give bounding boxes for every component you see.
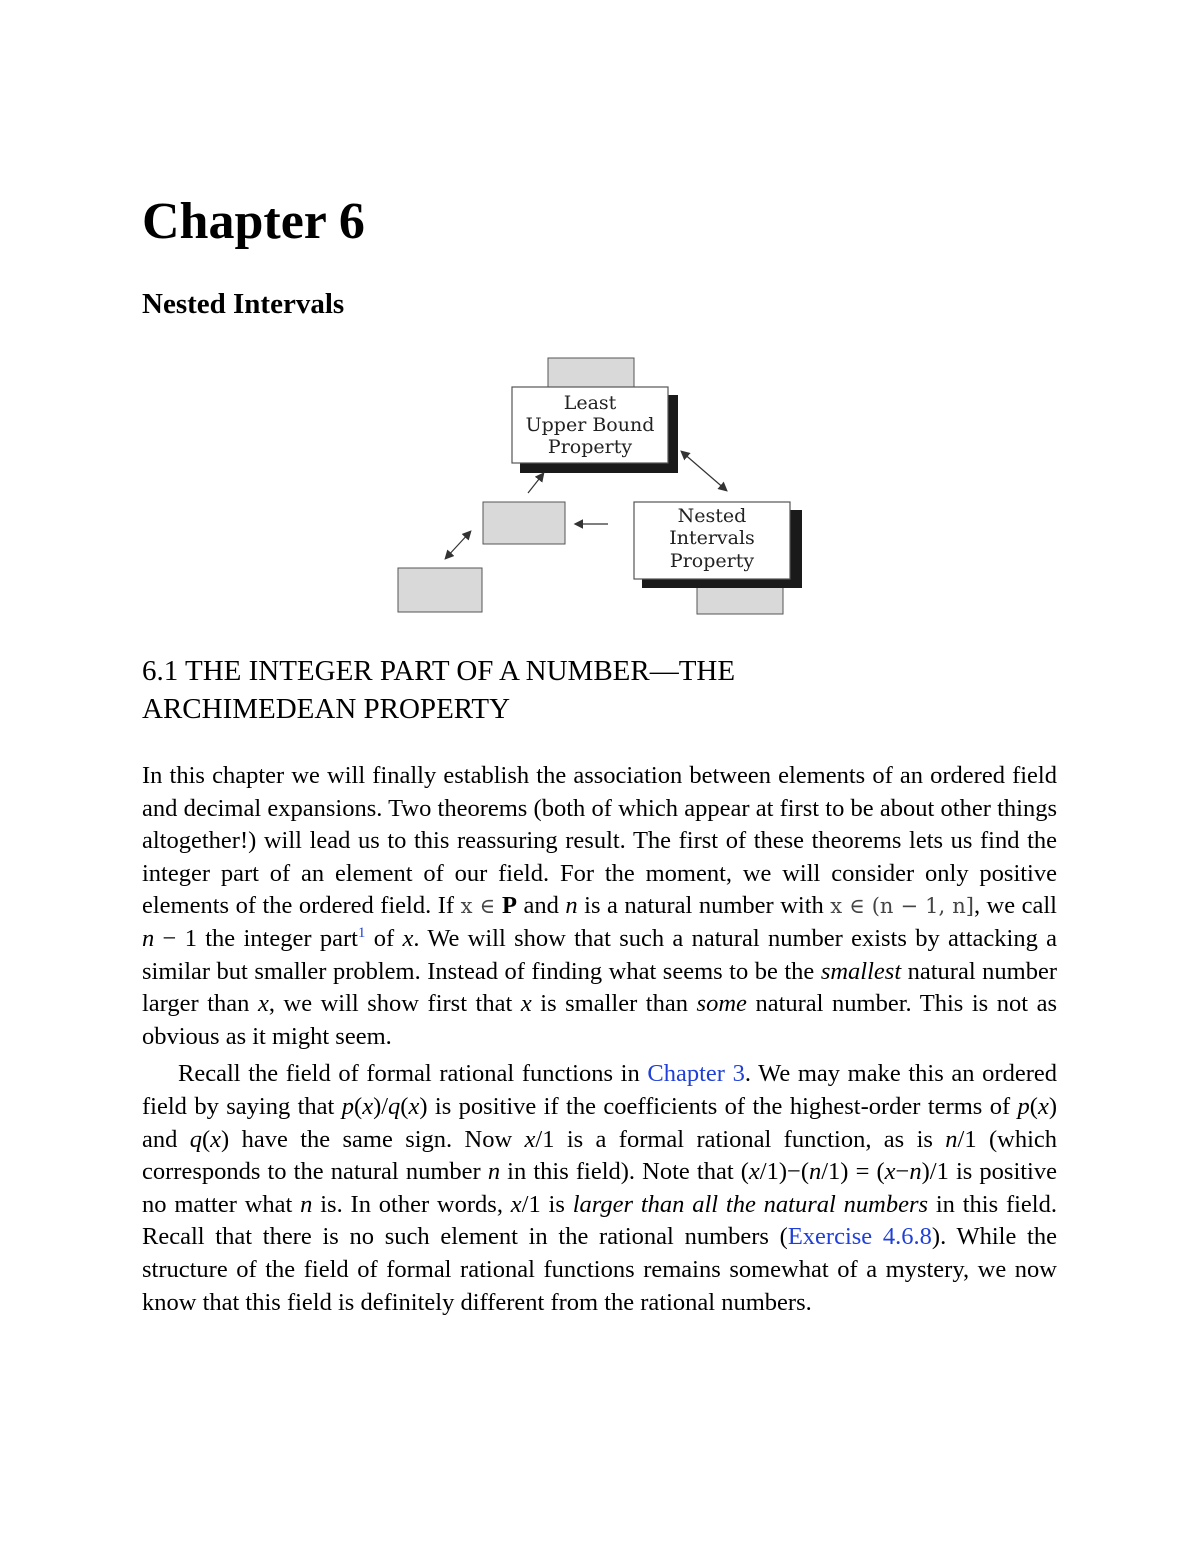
p1-text: is smaller than xyxy=(531,990,697,1018)
emphasis: some xyxy=(696,990,747,1018)
niv-box-line2: Intervals xyxy=(669,527,755,549)
paragraph-2 xyxy=(142,1058,1057,1319)
p1-text: In this chapter we will finally establish the association between elements of an ordered field and decimal expansions. Two theorems (both of which appear at first to be about other things altogether!) will lead us to this reassuring result. The first of these theorems lets us find the integer part of an element of our field. For the moment, we will consider only positive elements of the ordered field. If xyxy=(142,762,1057,920)
p2-text: ) is positive if the coefficients of the highest-order terms of xyxy=(419,1092,1018,1120)
p2-text: ( xyxy=(354,1092,363,1120)
p2-text: in this field. Recall that there is no such element in the rational numbers ( xyxy=(142,1190,1057,1251)
p1-text: natural number. This is not as obvious as it might seem. xyxy=(142,990,1057,1050)
p1-text: is a natural number with xyxy=(577,892,831,920)
p2-text: )/ xyxy=(373,1092,389,1120)
exercise-link[interactable]: Exercise 4.6.8 xyxy=(787,1223,932,1251)
math-x: x xyxy=(257,990,269,1018)
math-var: q xyxy=(189,1125,202,1153)
lub-box-line1: Least xyxy=(563,392,617,414)
math-n: n xyxy=(565,892,578,920)
math-var: x xyxy=(884,1158,896,1186)
emphasis: larger than all the natural numbers xyxy=(572,1190,929,1218)
body-text xyxy=(142,760,1057,1319)
section-heading xyxy=(142,652,1062,728)
p2-text: /1 is xyxy=(521,1190,573,1218)
emphasis: smallest xyxy=(820,957,902,985)
math-var: n xyxy=(909,1158,922,1186)
math-var: n xyxy=(487,1158,501,1186)
niv-box-line3: Property xyxy=(669,550,755,572)
math-n: n xyxy=(142,924,155,952)
lub-box-line3: Property xyxy=(547,436,633,458)
math-var: x xyxy=(524,1125,536,1153)
math-var: x xyxy=(210,1125,222,1153)
p2-text: /1) = ( xyxy=(821,1158,885,1186)
math-var: p xyxy=(341,1092,355,1120)
p2-text: /1 is a formal rational function, as is xyxy=(535,1125,946,1153)
math-var: n xyxy=(945,1125,958,1153)
p2-text: − xyxy=(895,1158,910,1186)
chapter-title: Chapter 6 xyxy=(142,193,365,250)
chapter-subtitle: Nested Intervals xyxy=(142,288,345,320)
math-var: x xyxy=(748,1158,760,1186)
footnote-ref[interactable]: 1 xyxy=(357,924,366,941)
shaded-box-bottom-left xyxy=(398,568,482,612)
math-var: q xyxy=(388,1092,401,1120)
math-var: n xyxy=(300,1190,313,1218)
niv-box-line1: Nested xyxy=(677,505,747,527)
p2-text: ( xyxy=(202,1125,211,1153)
math-x: x xyxy=(520,990,532,1018)
arrow-lub-niv xyxy=(682,452,726,490)
math-P: P xyxy=(502,892,518,920)
p1-text: natural number larger than xyxy=(142,957,1057,1018)
shaded-box-top xyxy=(548,358,634,388)
p2-text: ( xyxy=(400,1092,409,1120)
shaded-box-middle xyxy=(483,502,565,544)
chapter-3-link[interactable]: Chapter 3 xyxy=(647,1060,745,1088)
p2-text: . We may make this an ordered field by saying that xyxy=(142,1060,1058,1120)
p1-text: . We will show that such a natural number exists by attacking a similar but smaller problem. Instead of finding what seems to be the xyxy=(142,924,1058,985)
p2-text: ( xyxy=(1029,1092,1038,1120)
p1-text: − 1 the integer part xyxy=(154,924,358,952)
math-var: x xyxy=(362,1092,374,1120)
p2-text: in this field). Note that ( xyxy=(500,1158,749,1186)
p2-text: /1 (which corresponds to the natural number xyxy=(142,1125,1058,1186)
paragraph-1 xyxy=(142,760,1057,1053)
math-interval: x ∈ (n − 1, n] xyxy=(830,894,974,919)
p2-text: Recall the field of formal rational functions in xyxy=(178,1060,648,1088)
p2-text: )/1 is positive no matter what xyxy=(142,1158,1057,1218)
p1-text: , we call xyxy=(973,892,1057,920)
arrow-middle-lub xyxy=(528,474,543,493)
math-var: x xyxy=(408,1092,420,1120)
math-var: p xyxy=(1017,1092,1030,1120)
shaded-box-bottom-right xyxy=(697,586,783,614)
p2-text: ) and xyxy=(142,1092,1058,1153)
nested-intervals-diagram xyxy=(390,350,820,625)
p1-text: of xyxy=(365,924,403,952)
math-var: n xyxy=(809,1158,822,1186)
p1-text: and xyxy=(517,892,566,920)
arrow-middle-bottomleft xyxy=(446,532,470,558)
section-heading-line2: ARCHIMEDEAN PROPERTY xyxy=(142,693,511,725)
section-heading-line1: 6.1 THE INTEGER PART OF A NUMBER—THE xyxy=(142,655,736,687)
math-var: x xyxy=(1037,1092,1049,1120)
math-var: x xyxy=(510,1190,522,1218)
p2-text: ) have the same sign. Now xyxy=(221,1125,525,1153)
math-x: x xyxy=(402,924,414,952)
lub-box-line2: Upper Bound xyxy=(525,414,655,436)
math-x-in: x ∈ xyxy=(460,894,503,919)
p1-text: , we will show first that xyxy=(268,990,521,1018)
p2-text: is. In other words, xyxy=(312,1190,511,1218)
p2-text: /1)−( xyxy=(759,1158,809,1186)
p2-text: ). While the structure of the field of formal rational functions remains somewhat of a mystery, we now know that this field is definitely different from the rational numbers. xyxy=(142,1223,1057,1316)
